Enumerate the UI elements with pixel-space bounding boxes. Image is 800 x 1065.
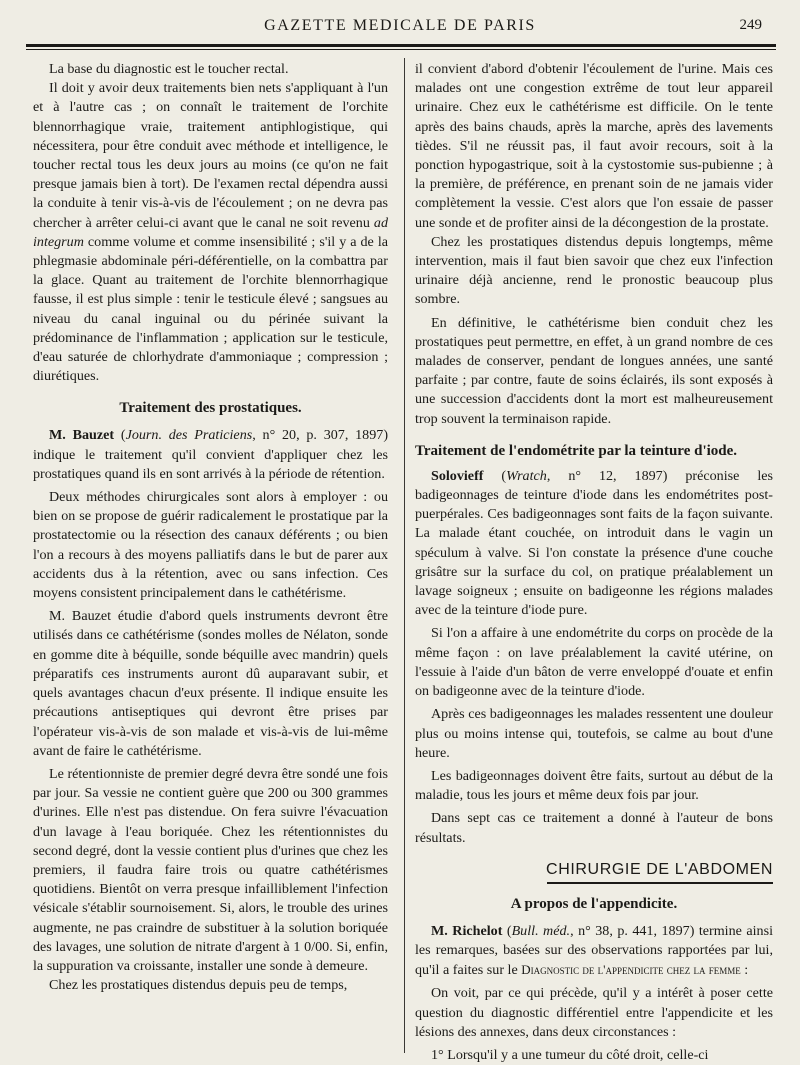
section-banner-rule [547,882,773,884]
paragraph: Les badigeonnages doivent être faits, surtout au début de la maladie, tous les jours et même deux fois par jour. [415,767,773,804]
section-heading: Traitement de l'endométrite par la teinture d'iode. [415,442,738,459]
journal-source: Wratch [506,467,547,484]
paragraph: il convient d'abord d'obtenir l'écoulement de l'urine. Mais ces malades ont une congestion extrême de tout leur appareil urinaire. Chez eux le cathétérisme est difficile. On le tente après des bains chauds, après la marche, après des lavements tièdes. S'il ne réussit pas, il faut avoir recours, soit à la ponction hypogastrique, soit à la cystostomie sus-pubienne ; à la première, de préférence, en prenant soin de ne jamais vider complètement la vessie. C'est alors que l'on essaie de passer une sonde et de profiter ainsi de la décongestion de la prostate. [415,61,773,231]
right-column [415,60,773,1065]
subsection-heading: A propos de l'appendicite. [510,895,678,912]
paragraph: Dans sept cas ce traitement a donné à l'auteur de bons résultats. [415,810,773,846]
paragraph: On voit, par ce qui précède, qu'il y a intérêt à poser cette question du diagnostic différentiel entre l'appendicite et les lésions des annexes, dans deux circonstances : [415,985,773,1040]
author-name: Solovieff [431,467,484,484]
paragraph: Chez les prostatiques distendus depuis peu de temps, [49,977,348,994]
author-name: M. Bauzet [49,427,115,444]
header-rule-thick [26,44,776,47]
paragraph: M. Bauzet (Journ. des Praticiens, n° 20, p. 307, 1897) indique le traitement qu'il convient d'appliquer chez les prostatiques quand ils en sont arrivés à la période de rétention. [33,427,389,482]
journal-source: Bull. méd. [511,922,571,939]
journal-source: Journ. des Praticiens [125,427,253,444]
paragraph: Solovieff (Wratch, n° 12, 1897) préconise les badigeonnages de teinture d'iode dans les endométrites post-puerpérales. Ces badigeonnages sont faits de la façon suivante. La malade étant couchée, on introduit dans le vagin un spéculum à valve. Si l'on constate la présence d'une couche grisâtre sur la surface du col, on pratique préalablement un lavage soigneux ; ensuite on badigeonne les régions malades avec de la teinture d'iode pure. [415,467,773,619]
paragraph: Il doit y avoir deux traitements bien nets s'appliquant à l'un et à l'autre cas ; on connaît le traitement de l'orchite blennorrhagique vraie, traitement antiphlogistique, qui nécessitera, pour être conduit avec méthode et intelligence, le toucher rectal tous les deux jours au moins (ce qu'on ne fait presque jamais bien à tort). De l'examen rectal dépendra aussi la conduite à tenir vis-à-vis de l'écoulement ; on ne devra pas chercher à arrêter celui-ci avant que le canal ne soit revenu ad integrum comme volume et comme insensibilité ; s'il y a de la phlegmasie abdominale péri-déférentielle, on la combattra par la glace. Quant au traitement de l'orchite blennorrhagique fausse, il est plus simple : tenir le testicule élevé ; sangsues au niveau du canal inguinal ou du périnée suivant la prédominance de l'inflammation ; application sur le testicule, d'eau saturée de chlorhydrate d'ammoniaque ; compression ; diurétiques. [33,80,388,385]
paragraph: Le rétentionniste de premier degré devra être sondé une fois par jour. Sa vessie ne contient guère que 200 ou 300 grammes d'urines. Elle n'est pas distendue. On fera suivre l'évacuation d'un lavage à l'eau boriquée. Chez les rétentionnistes du second degré, dont la vessie contient plus d'urines que chez les premiers, il faudra faire trois ou quatre cathétérismes quotidiens. Bientôt on verra presque infailliblement l'infection vésicale s'établir sournoisement. Si, alors, le trouble des urines augmente, ne pas craindre de substituer à la solution boriquée des lavages, une solution de nitrate d'argent à 1 0/00. Si, enfin, la suppuration va croissante, installer une sonde à demeure. [33,765,388,974]
page-number: 249 [739,17,762,33]
paragraph: En définitive, le cathétérisme bien conduit chez les prostatiques peut permettre, en effet, à un grand nombre de ces malades de conserver, pendant de longues années, une santé parfaite ; par contre, faute de soins éclairés, ils sont exposés à une succession d'accidents dont la mort est malheureusement trop souvent la terminaison rapide. [415,314,773,427]
paragraph: 1° Lorsqu'il y a une tumeur du côté droit, celle-ci [431,1046,709,1063]
paragraph: Après ces badigeonnages les malades ressentent une douleur plus ou moins intense qui, toutefois, se calme au bout d'une heure. [415,706,773,761]
section-heading: Traitement des prostatiques. [119,400,302,417]
author-name: M. Richelot [431,922,503,939]
small-caps-title: Diagnostic de l'appendicite chez la femme [521,962,741,978]
paragraph: M. Bauzet étudie d'abord quels instruments devront être utilisés dans ce cathétérisme (sondes molles de Nélaton, sonde en gomme dite à béquille, sonde béquille avec mandrin) quels préparatifs ces instruments auront dû auparavant subir, et quels avantages chacun d'eux présente. Il indique ensuite les précautions antiseptiques qui devront être prises par l'opérateur vis-à-vis de son malade et vis-à-vis de lui-même avant de faire le cathétérisme. [33,608,388,759]
header-rule-thin [26,49,776,50]
paragraph: Si l'on a affaire à une endométrite du corps on procède de la même façon : on lave préalablement la cavité utérine, on l'essuie à l'aide d'un bâton de verre enveloppé d'ouate et enfin on badigeonne avec de la teinture d'iode. [415,625,773,700]
column-divider [404,58,405,1053]
section-banner: CHIRURGIE DE L'ABDOMEN [546,860,773,878]
paragraph: Deux méthodes chirurgicales sont alors à employer : ou bien on se propose de guérir radicalement le prostatique par la prostatectomie ou la résection des canaux déférents ; ou bien l'on a recours à des moyens palliatifs dans le but de parer aux accidents dus à la rétention, avec ou sans infection. Ces moyens consistent principalement dans le cathétérisme. [33,489,388,602]
page-header [0,0,800,46]
paragraph: M. Richelot (Bull. méd., n° 38, p. 441, 1897) termine ainsi les remarques, basées sur des observations rapportées par lui, qu'il a faites sur le Diagnostic de l'appendicite chez la femme : [415,922,773,979]
italic-term: ad integrum [33,214,388,250]
running-title: GAZETTE MEDICALE DE PARIS [264,17,536,34]
left-column [33,60,388,995]
paragraph: La base du diagnostic est le toucher rectal. [49,61,289,77]
paragraph: Chez les prostatiques distendus depuis longtemps, même intervention, mais il faut bien savoir que chez eux l'infection urinaire déjà ancienne, rend le pronostic beaucoup plus sombre. [415,233,773,308]
